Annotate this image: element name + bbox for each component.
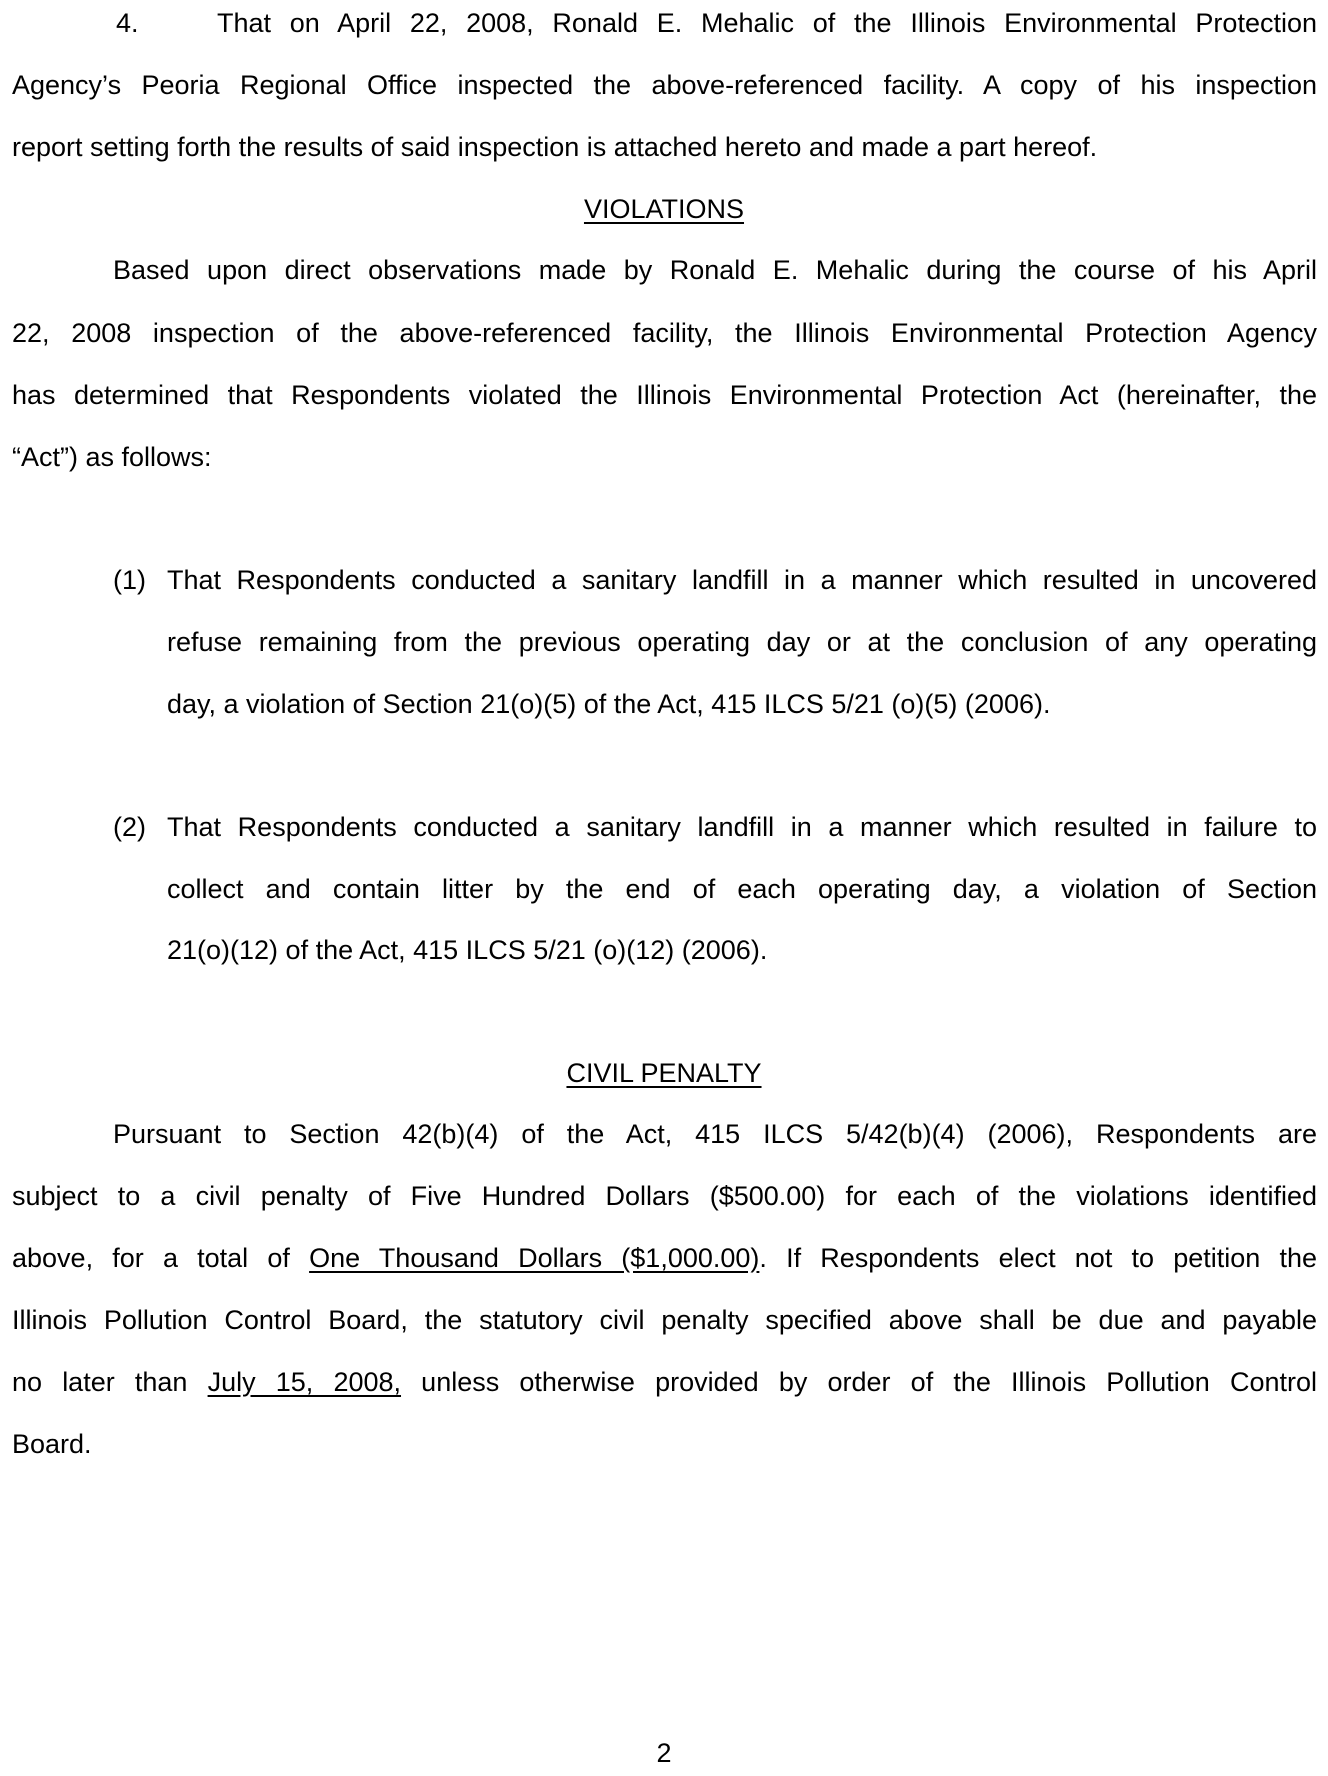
due-date: July 15, 2008, [207, 1367, 402, 1397]
violations-intro-line-4: “Act”) as follows: [12, 442, 212, 472]
paragraph-4-line-1: That on April 22, 2008, Ronald E. Mehalic of the Illinois Environmental Protection [217, 8, 1317, 38]
civil-penalty-line-1: Pursuant to Section 42(b)(4) of the Act, 415 ILCS 5/42(b)(4) (2006), Respondents are [113, 1119, 1317, 1149]
civil-penalty-line-5 [12, 1369, 1317, 1396]
paragraph-4-line-2: Agency’s Peoria Regional Office inspected the above-referenced facility. A copy of his inspection [12, 70, 1317, 100]
civil-penalty-line-6: Board. [12, 1429, 92, 1459]
total-penalty-amount: One Thousand Dollars ($1,000.00) [309, 1243, 760, 1273]
violations-heading: VIOLATIONS [583, 194, 745, 224]
civil-penalty-line-3 [12, 1245, 1317, 1272]
civil-penalty-line-2: subject to a civil penalty of Five Hundred Dollars ($500.00) for each of the violations identified [12, 1181, 1317, 1211]
violations-intro-line-3: has determined that Respondents violated the Illinois Environmental Protection Act (hereinafter, the [12, 380, 1317, 410]
page-number: 2 [656, 1738, 672, 1768]
violation-2-line-1: That Respondents conducted a sanitary landfill in a manner which resulted in failure to [167, 812, 1317, 842]
civil-penalty-heading: CIVIL PENALTY [566, 1058, 762, 1088]
violation-1-line-1: That Respondents conducted a sanitary landfill in a manner which resulted in uncovered [167, 565, 1317, 595]
paragraph-number: 4. [116, 8, 139, 38]
violation-item-number: (2) [113, 812, 146, 842]
violation-item-number: (1) [113, 565, 146, 595]
civil-penalty-line-5-post: unless otherwise provided by order of the Illinois Pollution Control [401, 1367, 1317, 1397]
violations-intro-line-1: Based upon direct observations made by Ronald E. Mehalic during the course of his April [113, 255, 1317, 285]
violation-1-line-3: day, a violation of Section 21(o)(5) of the Act, 415 ILCS 5/21 (o)(5) (2006). [167, 689, 1051, 719]
civil-penalty-line-4: Illinois Pollution Control Board, the statutory civil penalty specified above shall be due and payable [12, 1305, 1317, 1335]
civil-penalty-line-3-pre: above, for a total of [12, 1243, 310, 1273]
civil-penalty-line-5-pre: no later than [12, 1367, 208, 1397]
violation-2-line-3: 21(o)(12) of the Act, 415 ILCS 5/21 (o)(12) (2006). [167, 935, 768, 965]
paragraph-4-line-3: report setting forth the results of said inspection is attached hereto and made a part hereof. [12, 132, 1098, 162]
violation-2-line-2: collect and contain litter by the end of each operating day, a violation of Section [167, 874, 1317, 904]
civil-penalty-line-3-post: . If Respondents elect not to petition the [759, 1243, 1317, 1273]
violation-1-line-2: refuse remaining from the previous operating day or at the conclusion of any operating [167, 627, 1317, 657]
violations-intro-line-2: 22, 2008 inspection of the above-referenced facility, the Illinois Environmental Protection Agency [12, 318, 1317, 348]
